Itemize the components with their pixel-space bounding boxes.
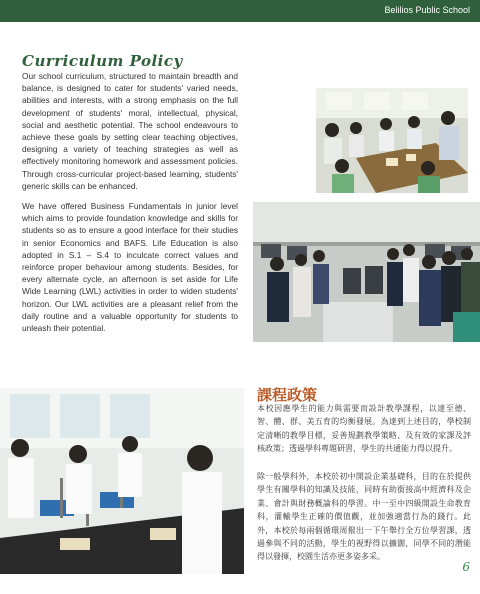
chinese-paragraph-1: 本校因應學生的能力與需要而設計教學課程，以達至德、智、體、群、美五育的均衡發展。為達到上述目的，學校制定清晰的教學目標，妥善規劃教學策略、及有效的家課及評核政策；透過學科專題研習，學生的共通能力得以提升。 xyxy=(257,404,471,454)
english-paragraph-2: We have offered Business Fundamentals in junior level which aims to provide foundation knowledge and skills for students so as to ensure a good interface for their studies in senior Economics and BAFS. Life Education is also adopted in S.1 – S.4 to inculcate correct values and reinforce proper behaviour among students. Besides, for every alternate cycle, an afternoon is set aside for Life Wide Learning (LWL) activities in order to widen students' horizon. Our LWL activities are a pleasant relief from the daily routine and a valuable opportunity for students to unleash their potential. xyxy=(22,201,238,334)
computer-lab-photo xyxy=(253,202,480,342)
page-number: 6 xyxy=(462,560,470,574)
english-title: Curriculum Policy xyxy=(22,52,183,70)
chinese-paragraph-2: 除一般學科外，本校於初中開設企業基礎科，目的在於提供學生有關學科的知識及技能，同時有助銜接高中經濟科及企業、會計與財務概論科的學習。中一至中四級開設生命教育科，灌輸學生正確的價值觀，並加強適當行為的踐行。此外，本校於每兩個循環周撥出一下午舉行全方位學習課，透過參與不同的活動，學生的視野得以擴闊，同學不同的潛能得以發揮，校園生活亦更多姿多采。 xyxy=(257,472,471,562)
classroom-photo xyxy=(316,88,468,193)
school-name: Belilios Public School xyxy=(384,5,470,15)
english-paragraph-1: Our school curriculum, structured to maintain breadth and balance, is designed to cater for students' varied needs, abilities and interests, with a strong emphasis on the full development of students' moral, intellectual, physical, social and aesthetic potential. The school endeavours to achieve these goals by setting clear teaching objectives, designing a variety of teaching strategies as well as effectively monitoring homework and assessment policies. Through cross-curricular project-based learning, students' generic skills can be enhanced. xyxy=(22,71,238,191)
header-bar xyxy=(0,0,480,22)
chinese-title: 課程政策 xyxy=(257,386,318,404)
science-lab-photo xyxy=(0,388,244,574)
